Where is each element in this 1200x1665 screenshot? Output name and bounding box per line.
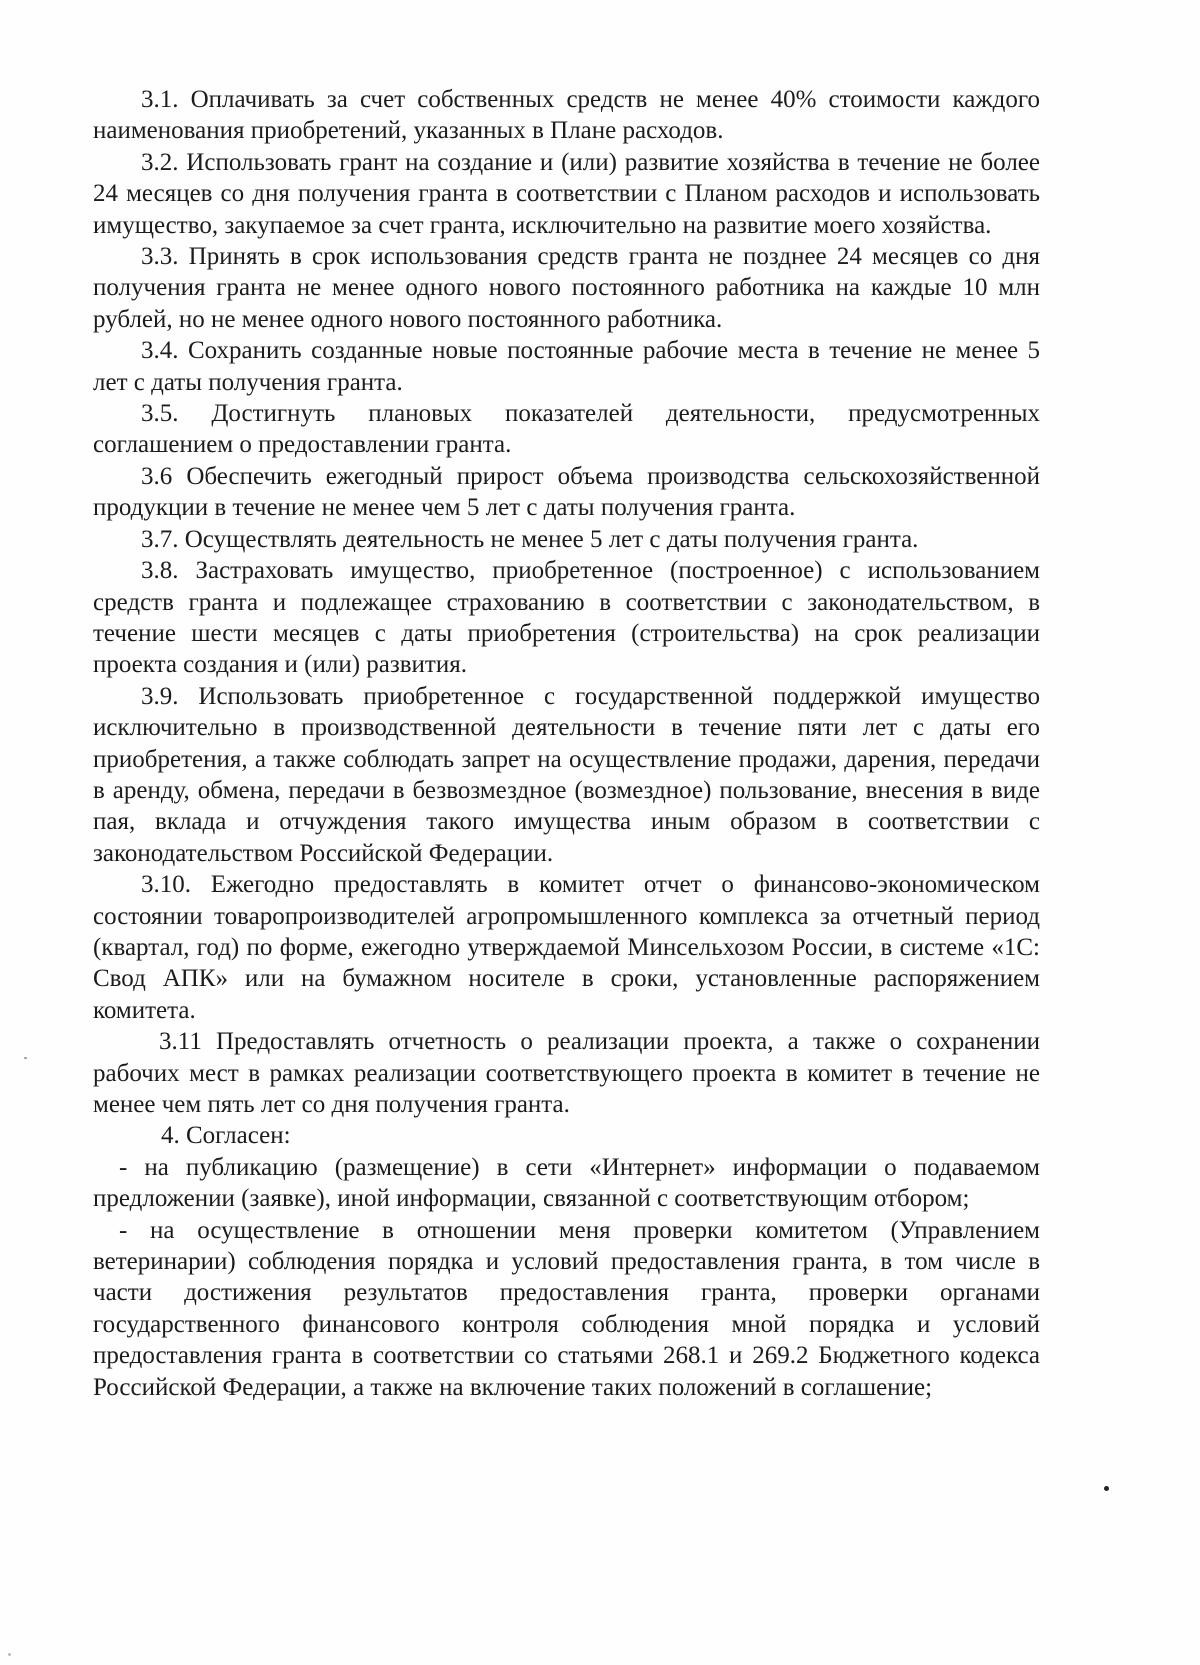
consent-item-publication: - на публикацию (размещение) в сети «Интернет» информации о подаваемом предложении (заявке), иной информации, связанной с соответствующим отбором; [93,1153,1040,1213]
clause-4-heading: 4. Согласен: [161,1122,291,1150]
clause-3-9: 3.9. Использовать приобретенное с государственной поддержкой имущество исключительно в производственной деятельности в течение пяти лет с даты его приобретения, а также соблюдать запрет на осуществление продажи, дарения, передачи в аренду, обмена, передачи в безвозмездное (возмездное) пользование, внесения в виде пая, вклада и отчуждения такого имущества иным образом в соответствии с законодательством Российской Федерации. [93,682,1040,867]
document-body [93,84,1040,1403]
scan-speck [24,1057,27,1059]
clause-3-11: 3.11 Предоставлять отчетность о реализации проекта, а также о сохранении рабочих мест в рамках реализации соответствующего проекта в комитет в течение не менее чем пять лет со дня получения гранта. [93,1028,1040,1118]
clause-3-4: 3.4. Сохранить созданные новые постоянные рабочие места в течение не менее 5 лет с даты получения гранта. [93,337,1040,396]
clause-3-3: 3.3. Принять в срок использования средств гранта не позднее 24 месяцев со дня получения гранта не менее одного нового постоянного работника на каждые 10 млн рублей, но не менее одного нового постоянного работника. [93,243,1040,333]
clause-3-8: 3.8. Застраховать имущество, приобретенное (построенное) с использованием средств гранта и подлежащее страхованию в соответствии с законодательством, в течение шести месяцев с даты приобретения (строительства) на срок реализации проекта создания и (или) развития. [93,557,1040,679]
clause-3-10: 3.10. Ежегодно предоставлять в комитет отчет о финансово-экономическом состоянии товаропроизводителей агропромышленного комплекса за отчетный период (квартал, год) по форме, ежегодно утверждаемой Минсельхозом России, в системе «1С: Свод АПК» или на бумажном носителе в сроки, установленные распоряжением комитета. [93,871,1040,1024]
clause-3-5: 3.5. Достигнуть плановых показателей деятельности, предусмотренных соглашением о предоставлении гранта. [93,400,1040,459]
clause-3-1: 3.1. Оплачивать за счет собственных средств не менее 40% стоимости каждого наименования приобретений, указанных в Плане расходов. [93,86,1040,145]
consent-item-inspection: - на осуществление в отношении меня проверки комитетом (Управлением ветеринарии) соблюдения порядка и условий предоставления гранта, в том числе в части достижения результатов предоставления гранта, проверки органами государственного финансового контроля соблюдения мной порядка и условий предоставления гранта в соответствии со статьями 268.1 и 269.2 Бюджетного кодекса Российской Федерации, а также на включение таких положений в соглашение; [93,1216,1040,1401]
clause-3-7: 3.7. Осуществлять деятельность не менее 5 лет с даты получения гранта. [141,525,919,553]
clause-3-6: 3.6 Обеспечить ежегодный прирост объема производства сельскохозяйственной продукции в течение не менее чем 5 лет с даты получения гранта. [93,462,1040,522]
scan-speck [8,1653,11,1656]
clause-3-2: 3.2. Использовать грант на создание и (или) развитие хозяйства в течение не более 24 месяцев со дня получения гранта в соответствии с Планом расходов и использовать имущество, закупаемое за счет гранта, исключительно на развитие моего хозяйства. [93,148,1040,239]
scan-speck [1104,1486,1109,1491]
